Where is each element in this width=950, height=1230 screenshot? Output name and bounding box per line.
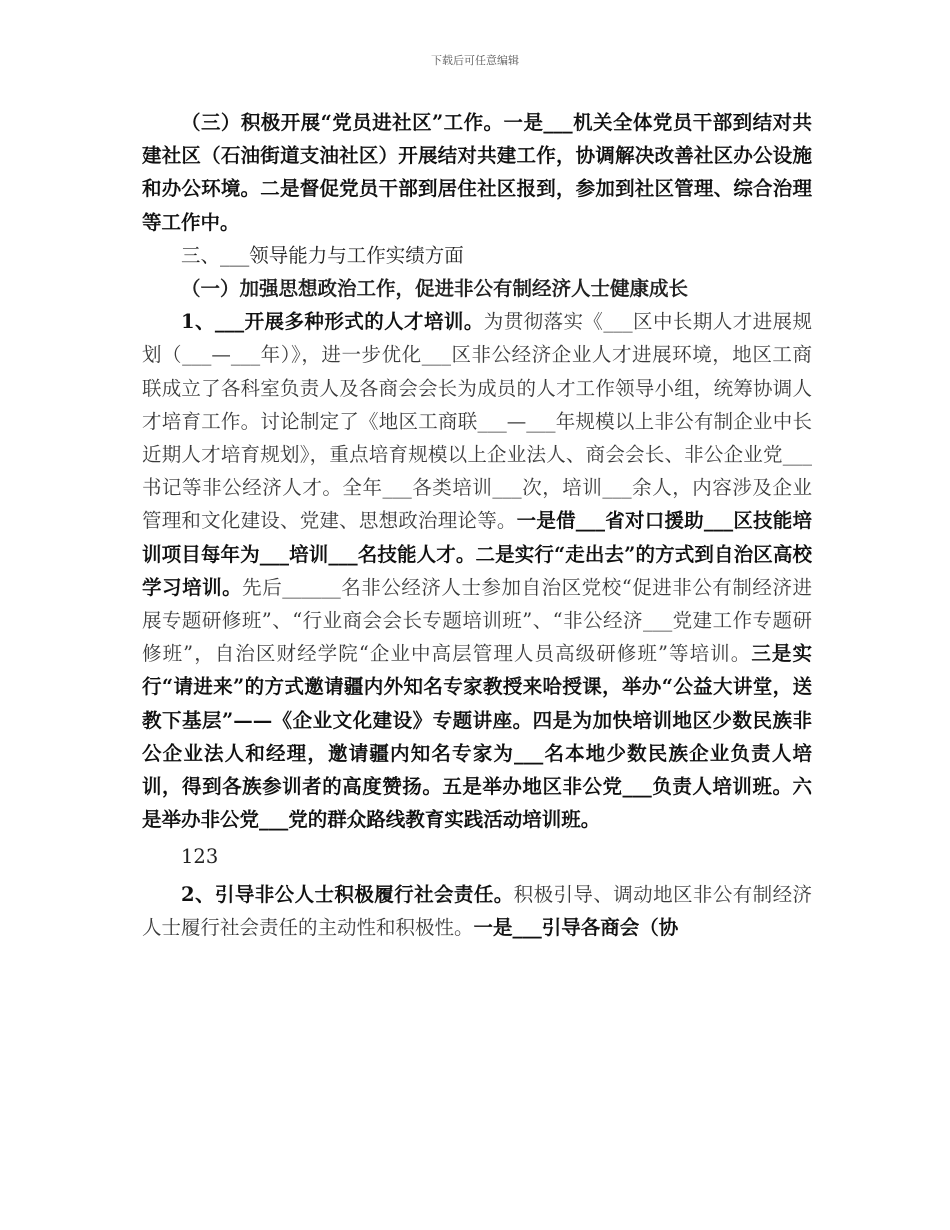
text-run: 2、引导非公人士积极履行社会责任。 bbox=[181, 882, 514, 906]
document-body bbox=[142, 106, 812, 944]
page-header: 下载后可任意编辑 bbox=[431, 54, 519, 67]
text-run: 1、___开展多种形式的人才培训。 bbox=[181, 310, 484, 334]
section-heading-leadership: 三、___领导能力与工作实绩方面 bbox=[181, 243, 464, 267]
paragraph-talent-training bbox=[142, 305, 812, 836]
text-run: 先后______名非公经济人士参加自治区党校“促进非公有制经济进展专题研修班”、“行业商会会长专题培训班”、“非公经济___党建工作专题研修班”，自治区财经学院“企业中高层管理人员高级研修班”等培训。 bbox=[142, 575, 812, 666]
subsection-heading-ideological-work: （一）加强思想政治工作，促进非公有制经济人士健康成长 bbox=[181, 277, 689, 301]
text-run: 一是___引导各商会（协 bbox=[473, 915, 679, 939]
paragraph-social-responsibility bbox=[142, 878, 812, 944]
page-number: 123 bbox=[181, 845, 219, 869]
text-run: 三是实行“请进来”的方式邀请疆内外知名专家教授来哈授课，举办“公益大讲堂，送教下基层”——《企业文化建设》专题讲座。四是为加快培训地区少数民族非公企业法人和经理，邀请疆内知名专家为___名本地少数民族企业负责人培训，得到各族参训者的高度赞扬。五是举办地区非公党___负责人培训班。六是举办非公党___党的群众路线教育实践活动培训班。 bbox=[142, 642, 812, 832]
text-run: 为贯彻落实《___区中长期人才进展规划（___—___年）》，进一步优化___区非公经济企业人才进展环境，地区工商联成立了各科室负责人及各商会会长为成员的人才工作领导小组，统筹协调人才培育工作。讨论制定了《地区工商联___—___年规模以上非公有制企业中长近期人才培育规划》，重点培育规模以上企业法人、商会会长、非公企业党___书记等非公经济人才。全年___各类培训___次，培训___余人，内容涉及企业管理和文化建设、党建、思想政治理论等。 bbox=[142, 310, 812, 533]
text-run: 积极引导、调动地区非公有制经济人士履行社会责任的主动性和积极性。 bbox=[142, 882, 812, 939]
paragraph-party-members-community: （三）积极开展“党员进社区”工作。一是___机关全体党员干部到结对共建社区（石油街道支油社区）开展结对共建工作，协调解决改善社区办公设施和办公环境。二是督促党员干部到居住社区报到，参加到社区管理、综合治理等工作中。 bbox=[142, 111, 812, 234]
text-run: 一是借___省对口援助___区技能培训项目每年为___培训___名技能人才。二是实行“走出去”的方式到自治区高校学习培训。 bbox=[142, 509, 812, 599]
